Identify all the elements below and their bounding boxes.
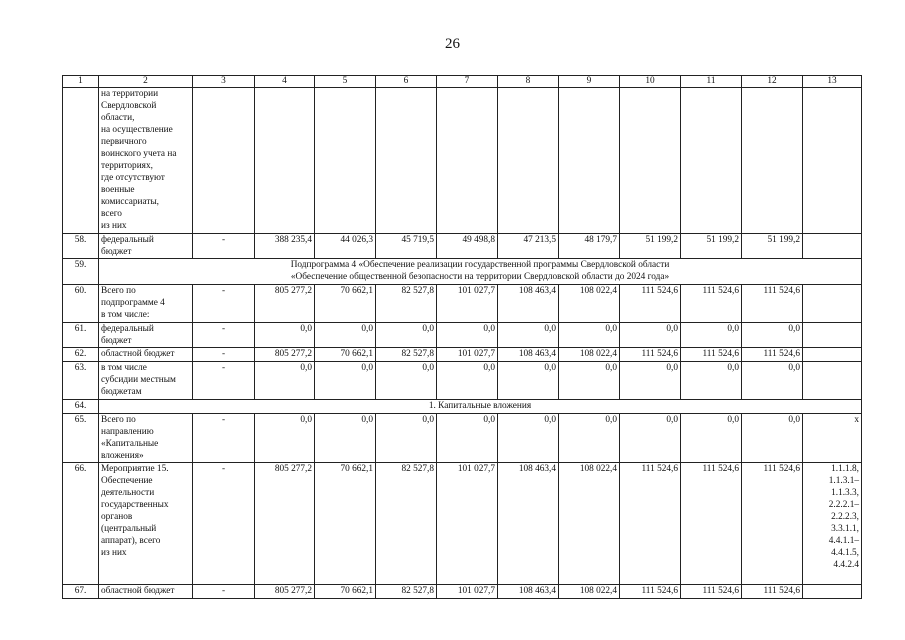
value-cell: 45 719,5	[376, 234, 437, 259]
column-3-cell: -	[193, 414, 255, 463]
value-cell: 805 277,2	[255, 348, 315, 362]
value-cell: 49 498,8	[437, 234, 498, 259]
value-cell: 0,0	[498, 323, 559, 348]
value-cell: 0,0	[620, 323, 681, 348]
value-cell: 82 527,8	[376, 285, 437, 323]
value-cell: 47 213,5	[498, 234, 559, 259]
column-header: 11	[681, 76, 742, 88]
table-row	[63, 348, 862, 362]
value-cell	[559, 88, 620, 234]
budget-table	[62, 75, 862, 599]
value-cell: 0,0	[681, 414, 742, 463]
table-row	[63, 323, 862, 348]
row-number: 63.	[63, 362, 99, 400]
column-3-cell: -	[193, 323, 255, 348]
value-cell: 101 027,7	[437, 348, 498, 362]
table-row	[63, 362, 862, 400]
value-cell: 0,0	[437, 362, 498, 400]
value-cell: 108 022,4	[559, 585, 620, 599]
column-3-cell: -	[193, 285, 255, 323]
value-cell: 111 524,6	[681, 585, 742, 599]
row-number: 58.	[63, 234, 99, 259]
value-cell	[498, 88, 559, 234]
value-cell: 70 662,1	[315, 463, 376, 585]
value-cell: 108 022,4	[559, 463, 620, 585]
value-cell	[376, 88, 437, 234]
row-label: Мероприятие 15. Обеспечение деятельности государственных органов (центральный аппарат), всего из них	[99, 463, 193, 585]
value-cell: 388 235,4	[255, 234, 315, 259]
column-header: 12	[742, 76, 803, 88]
reference-cell	[803, 323, 862, 348]
table-row	[63, 259, 862, 285]
row-number	[63, 88, 99, 234]
value-cell: 70 662,1	[315, 285, 376, 323]
table-row	[63, 414, 862, 463]
row-label: федеральный бюджет	[99, 234, 193, 259]
value-cell: 0,0	[255, 414, 315, 463]
value-cell: 0,0	[681, 323, 742, 348]
column-3-cell: -	[193, 463, 255, 585]
value-cell: 108 463,4	[498, 585, 559, 599]
value-cell: 44 026,3	[315, 234, 376, 259]
value-cell: 108 463,4	[498, 463, 559, 585]
column-header: 6	[376, 76, 437, 88]
value-cell	[681, 88, 742, 234]
value-cell: 0,0	[559, 323, 620, 348]
value-cell: 0,0	[437, 323, 498, 348]
row-label: в том числе субсидии местным бюджетам	[99, 362, 193, 400]
row-number: 62.	[63, 348, 99, 362]
row-number: 59.	[63, 259, 99, 285]
value-cell: 82 527,8	[376, 463, 437, 585]
value-cell: 101 027,7	[437, 463, 498, 585]
column-header: 2	[99, 76, 193, 88]
section-heading: Подпрограмма 4 «Обеспечение реализации государственной программы Свердловской области «Обеспечение общественной безопасности на территории Свердловской области до 2024 года»	[99, 259, 862, 285]
value-cell: 111 524,6	[620, 585, 681, 599]
value-cell: 111 524,6	[742, 285, 803, 323]
value-cell: 805 277,2	[255, 285, 315, 323]
value-cell: 0,0	[376, 323, 437, 348]
value-cell: 0,0	[681, 362, 742, 400]
column-header: 4	[255, 76, 315, 88]
reference-cell	[803, 348, 862, 362]
column-header: 1	[63, 76, 99, 88]
column-3-cell: -	[193, 348, 255, 362]
value-cell: 0,0	[315, 362, 376, 400]
value-cell	[437, 88, 498, 234]
row-label: областной бюджет	[99, 348, 193, 362]
column-header: 10	[620, 76, 681, 88]
reference-cell	[803, 362, 862, 400]
reference-cell	[803, 585, 862, 599]
reference-cell: x	[803, 414, 862, 463]
reference-cell: 1.1.1.8, 1.1.3.1– 1.1.3.3, 2.2.2.1– 2.2.2.3, 3.3.1.1, 4.4.1.1– 4.4.1.5, 4.4.2.4	[803, 463, 862, 585]
row-label: Всего по направлению «Капитальные вложения»	[99, 414, 193, 463]
value-cell	[315, 88, 376, 234]
value-cell: 48 179,7	[559, 234, 620, 259]
value-cell: 108 463,4	[498, 348, 559, 362]
value-cell: 0,0	[620, 362, 681, 400]
column-header: 13	[803, 76, 862, 88]
value-cell: 805 277,2	[255, 463, 315, 585]
value-cell: 111 524,6	[742, 348, 803, 362]
value-cell: 0,0	[742, 323, 803, 348]
row-number: 66.	[63, 463, 99, 585]
value-cell: 101 027,7	[437, 585, 498, 599]
value-cell: 0,0	[437, 414, 498, 463]
column-header-row	[63, 76, 862, 88]
value-cell: 70 662,1	[315, 585, 376, 599]
value-cell: 0,0	[376, 362, 437, 400]
value-cell: 0,0	[255, 323, 315, 348]
value-cell: 108 022,4	[559, 285, 620, 323]
value-cell: 0,0	[498, 414, 559, 463]
column-header: 5	[315, 76, 376, 88]
value-cell: 0,0	[742, 414, 803, 463]
table-body	[63, 76, 862, 599]
table-row	[63, 88, 862, 234]
reference-cell	[803, 234, 862, 259]
value-cell: 70 662,1	[315, 348, 376, 362]
row-label: областной бюджет	[99, 585, 193, 599]
row-label: на территории Свердловской области, на осуществление первичного воинского учета на территориях, где отсутствуют военные комиссариаты, всего из них	[99, 88, 193, 234]
value-cell: 0,0	[255, 362, 315, 400]
column-header: 9	[559, 76, 620, 88]
value-cell: 0,0	[315, 414, 376, 463]
value-cell: 0,0	[376, 414, 437, 463]
table-row	[63, 585, 862, 599]
column-3-cell: -	[193, 234, 255, 259]
column-header: 3	[193, 76, 255, 88]
table-row	[63, 400, 862, 414]
row-number: 61.	[63, 323, 99, 348]
value-cell: 111 524,6	[620, 463, 681, 585]
reference-cell	[803, 285, 862, 323]
row-number: 60.	[63, 285, 99, 323]
value-cell: 51 199,2	[742, 234, 803, 259]
value-cell: 51 199,2	[681, 234, 742, 259]
value-cell: 51 199,2	[620, 234, 681, 259]
value-cell: 0,0	[742, 362, 803, 400]
table-row	[63, 285, 862, 323]
value-cell: 108 463,4	[498, 285, 559, 323]
value-cell: 0,0	[559, 414, 620, 463]
value-cell: 0,0	[620, 414, 681, 463]
section-heading: 1. Капитальные вложения	[99, 400, 862, 414]
row-label: Всего по подпрограмме 4 в том числе:	[99, 285, 193, 323]
value-cell: 108 022,4	[559, 348, 620, 362]
column-3-cell: -	[193, 362, 255, 400]
row-number: 67.	[63, 585, 99, 599]
value-cell: 111 524,6	[620, 348, 681, 362]
value-cell: 111 524,6	[681, 463, 742, 585]
value-cell: 82 527,8	[376, 585, 437, 599]
row-label: федеральный бюджет	[99, 323, 193, 348]
row-number: 65.	[63, 414, 99, 463]
table-row	[63, 463, 862, 585]
value-cell: 101 027,7	[437, 285, 498, 323]
value-cell: 805 277,2	[255, 585, 315, 599]
row-number: 64.	[63, 400, 99, 414]
value-cell: 0,0	[315, 323, 376, 348]
column-header: 8	[498, 76, 559, 88]
column-header: 7	[437, 76, 498, 88]
value-cell	[620, 88, 681, 234]
value-cell: 82 527,8	[376, 348, 437, 362]
value-cell: 111 524,6	[681, 348, 742, 362]
value-cell	[255, 88, 315, 234]
value-cell: 111 524,6	[681, 285, 742, 323]
column-3-cell	[193, 88, 255, 234]
value-cell	[742, 88, 803, 234]
value-cell: 111 524,6	[742, 585, 803, 599]
table-row	[63, 234, 862, 259]
value-cell: 0,0	[559, 362, 620, 400]
value-cell: 111 524,6	[620, 285, 681, 323]
value-cell: 0,0	[498, 362, 559, 400]
value-cell: 111 524,6	[742, 463, 803, 585]
reference-cell	[803, 88, 862, 234]
page-number: 26	[445, 36, 460, 52]
column-3-cell: -	[193, 585, 255, 599]
